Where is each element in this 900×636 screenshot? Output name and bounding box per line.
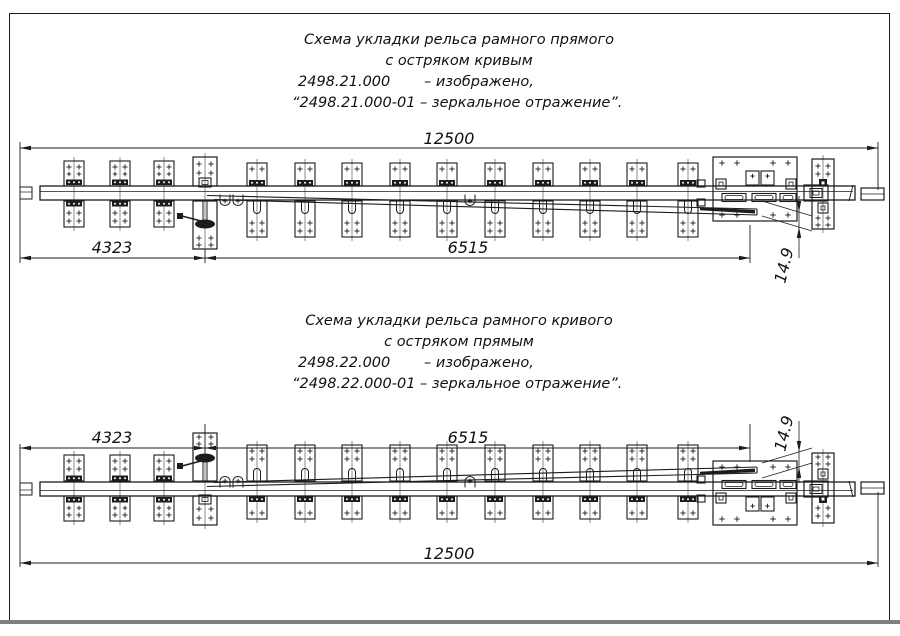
scheme2-title-line2: с остряком прямым xyxy=(384,334,534,350)
end-plate-assembly xyxy=(812,155,834,233)
rail-clamp xyxy=(804,481,828,497)
dim-front-label-scheme2: 4323 xyxy=(91,428,133,447)
end-plate-assembly xyxy=(812,449,834,527)
switch-point-rail xyxy=(207,196,757,216)
scheme2-code-note: – изображено, xyxy=(424,355,534,371)
dim-overall-label-scheme1: 12500 xyxy=(423,129,475,148)
switch-tip-assembly xyxy=(177,153,217,253)
scheme1-title-line1: Схема укладки рельса рамного прямого xyxy=(304,32,614,48)
dim-ordinate-label-scheme1: 14.9 xyxy=(770,245,798,285)
sleeper-plate-pair xyxy=(154,157,174,231)
dim-front-label-scheme1: 4323 xyxy=(91,238,133,257)
sleeper-plate-pair xyxy=(64,451,84,525)
sleeper-plate-pair xyxy=(154,451,174,525)
scheme2-code: 2498.22.000 xyxy=(298,355,391,371)
scheme1-code: 2498.21.000 xyxy=(298,74,391,90)
dim-overall-label-scheme2: 12500 xyxy=(423,544,475,563)
scheme1-title-line2: с остряком кривым xyxy=(385,53,533,69)
dim-point-label-scheme2: 6515 xyxy=(447,428,489,447)
switch-tip-assembly xyxy=(177,429,217,529)
switch-point-rail xyxy=(207,467,757,487)
dim-point-label-scheme1: 6515 xyxy=(447,238,489,257)
sleeper-plate-pair xyxy=(64,157,84,231)
scheme1-code-note: – изображено, xyxy=(424,74,534,90)
scheme2-mirror-note: “2498.22.000-01 – зеркальное отражение”. xyxy=(292,376,623,392)
sleeper-plate-pair xyxy=(110,157,130,231)
scheme2-title-line1: Схема укладки рельса рамного кривого xyxy=(305,313,613,329)
rail-clamp xyxy=(804,185,828,201)
scheme1-mirror-note: “2498.21.000-01 – зеркальное отражение”. xyxy=(292,95,623,111)
sleeper-plate-pair xyxy=(110,451,130,525)
dim-ordinate-label-scheme2: 14.9 xyxy=(770,413,798,453)
